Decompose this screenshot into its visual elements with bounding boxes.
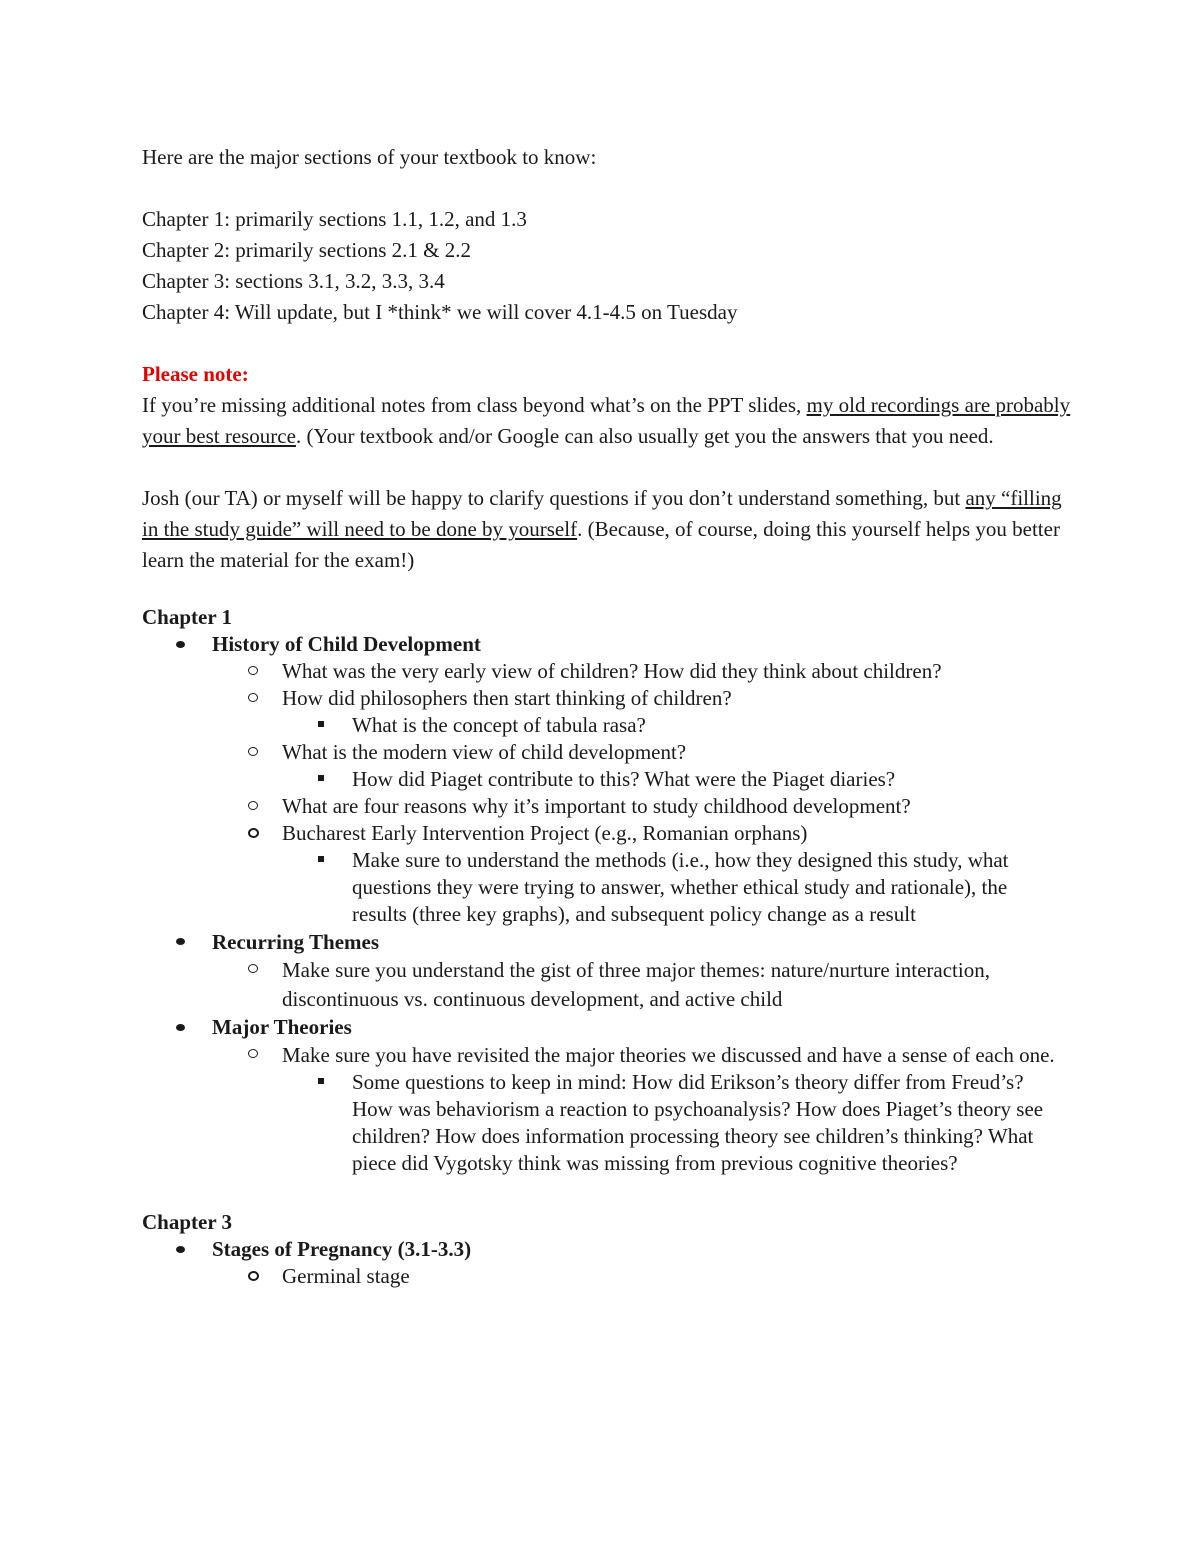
- note-text: . (Because, of course, doing this yourself helps you better learn the material for the exam!): [142, 517, 1060, 572]
- list-item: [142, 658, 1072, 685]
- chapter-section-line: Chapter 4: Will update, but I *think* we will cover 4.1-4.5 on Tuesday: [142, 300, 738, 324]
- history-questions: [142, 739, 1072, 766]
- question-text: What was the very early view of children? How did they think about children?: [282, 659, 942, 683]
- themes-questions: [142, 956, 1072, 1014]
- circle-bullet-icon: [248, 820, 259, 847]
- list-item: [142, 793, 1072, 820]
- history-subquestions: [142, 712, 1072, 739]
- history-questions: [142, 793, 1072, 847]
- question-text: How did philosophers then start thinking of children?: [282, 686, 732, 710]
- history-subquestions: [142, 766, 1072, 793]
- circle-bullet-icon: [248, 739, 258, 766]
- list-item: [142, 631, 1072, 658]
- chapter-1-heading: Chapter 1: [142, 605, 233, 629]
- question-text: What is the modern view of child development?: [282, 740, 687, 764]
- circle-bullet-icon: [248, 956, 258, 983]
- chapter-3-heading: Chapter 3: [142, 1210, 233, 1234]
- chapter-3-list: [142, 1236, 1072, 1263]
- chapter-1-list: [142, 631, 1072, 658]
- chapter-1-list: [142, 928, 1072, 956]
- intro-line: Here are the major sections of your textbook to know:: [142, 145, 597, 169]
- history-subquestions: [142, 847, 1072, 928]
- circle-bullet-icon: [248, 793, 258, 820]
- square-bullet-icon: [318, 847, 324, 874]
- list-item: [142, 1014, 1072, 1041]
- circle-bullet-icon: [248, 1263, 259, 1290]
- note-underlined-text: my old recordings are probably your best resource: [142, 393, 1071, 448]
- list-item: [142, 956, 1072, 1014]
- note-text: Josh (our TA) or myself will be happy to clarify questions if you don’t understand something, but: [142, 486, 966, 510]
- note-underlined-text: any “filling in the study guide” will need to be done by yourself: [142, 486, 1062, 541]
- circle-bullet-icon: [248, 685, 258, 712]
- topic-title: Stages of Pregnancy (3.1-3.3): [212, 1237, 472, 1261]
- chapter-section-line: Chapter 2: primarily sections 2.1 & 2.2: [142, 238, 471, 262]
- chapter-1-list: [142, 1014, 1072, 1041]
- note-paragraph-2: [142, 483, 1072, 576]
- list-item: [142, 766, 1072, 793]
- topic-title: History of Child Development: [212, 632, 481, 656]
- bullet-icon: [176, 928, 185, 955]
- list-item: [142, 1041, 1072, 1069]
- stages-questions: [142, 1263, 1072, 1290]
- bullet-icon: [176, 1236, 185, 1263]
- note-text: If you’re missing additional notes from class beyond what’s on the PPT slides,: [142, 393, 807, 417]
- chapter-section-line: Chapter 1: primarily sections 1.1, 1.2, and 1.3: [142, 207, 527, 231]
- question-text: Make sure you have revisited the major theories we discussed and have a sense of each one.: [282, 1043, 1055, 1067]
- document-page: [142, 142, 1072, 1290]
- question-text: What are four reasons why it’s important to study childhood development?: [282, 794, 911, 818]
- question-text: Germinal stage: [282, 1264, 410, 1288]
- list-item: [142, 1069, 1072, 1177]
- list-item: [142, 739, 1072, 766]
- question-text: Bucharest Early Intervention Project (e.g., Romanian orphans): [282, 821, 808, 845]
- note-text: . (Your textbook and/or Google can also usually get you the answers that you need.: [295, 424, 994, 448]
- bullet-icon: [176, 631, 185, 658]
- square-bullet-icon: [318, 712, 324, 739]
- question-text: What is the concept of tabula rasa?: [352, 713, 646, 737]
- list-item: [142, 1263, 1072, 1290]
- list-item: [142, 820, 1072, 847]
- list-item: [142, 1236, 1072, 1263]
- question-text: How did Piaget contribute to this? What were the Piaget diaries?: [352, 767, 896, 791]
- question-text: Some questions to keep in mind: How did Erikson’s theory differ from Freud’s? How was behaviorism a reaction to psychoanalysis? How does Piaget’s theory see children? How does information processing theory see children’s thinking? What piece did Vygotsky think was missing from previous cognitive theories?: [352, 1070, 1044, 1175]
- list-item: [142, 712, 1072, 739]
- history-questions: [142, 658, 1072, 712]
- note-heading: Please note:: [142, 362, 249, 386]
- topic-title: Major Theories: [212, 1015, 352, 1039]
- list-item: [142, 685, 1072, 712]
- square-bullet-icon: [318, 1069, 324, 1096]
- note-paragraph-1: [142, 390, 1072, 452]
- chapter-section-line: Chapter 3: sections 3.1, 3.2, 3.3, 3.4: [142, 269, 445, 293]
- circle-bullet-icon: [248, 1041, 258, 1068]
- theories-questions: [142, 1041, 1072, 1069]
- question-text: Make sure to understand the methods (i.e., how they designed this study, what questions they were trying to answer, whether ethical study and rationale), the results (three key graphs), and subsequent policy change as a result: [352, 848, 1009, 926]
- list-item: [142, 928, 1072, 956]
- bullet-icon: [176, 1014, 185, 1041]
- square-bullet-icon: [318, 766, 324, 793]
- list-item: [142, 847, 1072, 928]
- circle-bullet-icon: [248, 658, 258, 685]
- theories-subquestions: [142, 1069, 1072, 1177]
- question-text: Make sure you understand the gist of three major themes: nature/nurture interaction, discontinuous vs. continuous development, and active child: [282, 958, 990, 1011]
- topic-title: Recurring Themes: [212, 930, 380, 954]
